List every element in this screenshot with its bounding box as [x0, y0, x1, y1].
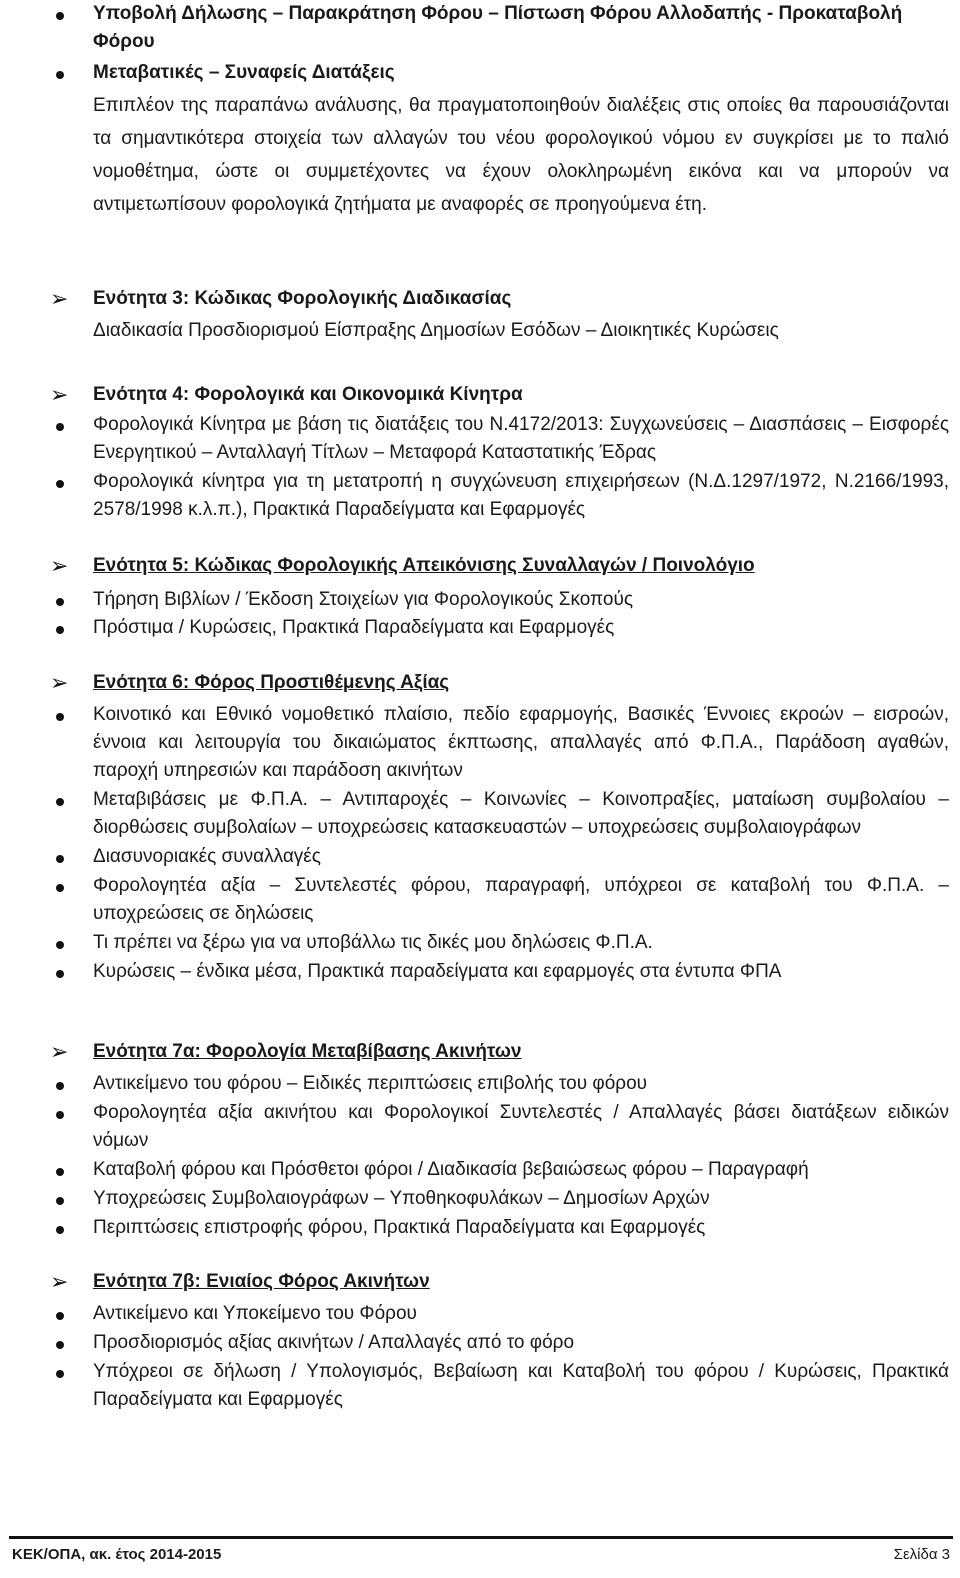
list-item-text: Κυρώσεις – ένδικα μέσα, Πρακτικά παραδείγματα και εφαρμογές στα έντυπα ΦΠΑ [93, 961, 782, 982]
list-item [0, 786, 960, 842]
list-item [0, 586, 960, 614]
bullet-icon [56, 1312, 64, 1320]
list-item [0, 872, 960, 928]
list-item [0, 843, 960, 871]
arrow-bullet-icon: ➢ [50, 287, 69, 312]
section-3 [0, 285, 960, 345]
bullet-icon [56, 1341, 64, 1349]
section-7a [0, 1038, 960, 1242]
footer-left: ΚΕΚ/ΟΠΑ, ακ. έτος 2014-2015 [12, 1546, 222, 1563]
bullet-icon [56, 1111, 64, 1119]
section-heading [0, 669, 960, 697]
arrow-bullet-icon: ➢ [50, 1040, 69, 1065]
page-number: Σελίδα 3 [893, 1546, 950, 1563]
list-item [0, 1329, 960, 1357]
list-item-text: Φορολογικά κίνητρα για τη μετατροπή η συγχώνευση επιχειρήσεων (Ν.Δ.1297/1972, Ν.2166/1993, 2578/1998 κ.λ.π.), Πρακτικά Παραδείγματα και Εφαρμογές [93, 471, 949, 520]
list-item [0, 0, 960, 56]
list-item-text: Υποχρεώσεις Συμβολαιογράφων – Υποθηκοφυλάκων – Δημοσίων Αρχών [93, 1188, 710, 1209]
arrow-bullet-icon: ➢ [50, 383, 69, 408]
bullet-icon [56, 1370, 64, 1378]
list-item-text: Υποβολή Δήλωσης – Παρακράτηση Φόρου – Πίστωση Φόρου Αλλοδαπής - Προκαταβολή Φόρου [93, 3, 903, 52]
section-6 [0, 669, 960, 986]
list-item [0, 411, 960, 467]
bullet-icon [56, 1226, 64, 1234]
bullet-icon [56, 71, 64, 79]
section-5 [0, 552, 960, 642]
list-item [0, 1214, 960, 1242]
bullet-icon [56, 884, 64, 892]
list-item-text: Μεταβιβάσεις με Φ.Π.Α. – Αντιπαροχές – Κοινωνίες – Κοινοπραξίες, ματαίωση συμβολαίου – διορθώσεις συμβολαίων – υποχρεώσεις κατασκευαστών – υποχρεώσεις συμβολαιογράφων [93, 789, 949, 838]
list-item-text: Υπόχρεοι σε δήλωση / Υπολογισμός, Βεβαίωση και Καταβολή του φόρου / Κυρώσεις, Πρακτικά Παραδείγματα και Εφαρμογές [93, 1361, 949, 1410]
bullet-icon [56, 1082, 64, 1090]
footer-divider [9, 1536, 953, 1539]
section-title: Ενότητα 5: Κώδικας Φορολογικής Απεικόνισης Συναλλαγών / Ποινολόγιο [93, 555, 755, 576]
list-item-text: Φορολογικά Κίνητρα με βάση τις διατάξεις του Ν.4172/2013: Συγχωνεύσεις – Διασπάσεις – Εισφορές Ενεργητικού – Ανταλλαγή Τίτλων – Μεταφορά Καταστατικής Έδρας [93, 414, 949, 463]
bullet-icon [56, 423, 64, 431]
list-item-text: Μεταβατικές – Συναφείς Διατάξεις [93, 62, 395, 83]
bullet-icon [56, 626, 64, 634]
list-item-text: Διασυνοριακές συναλλαγές [93, 846, 321, 867]
list-item [0, 614, 960, 642]
top-block [0, 0, 960, 221]
list-item [0, 1070, 960, 1098]
bullet-icon [56, 713, 64, 721]
list-item-text: Τι πρέπει να ξέρω για να υποβάλλω τις δικές μου δηλώσεις Φ.Π.Α. [93, 932, 653, 953]
list-item [0, 1358, 960, 1414]
bullet-icon [56, 480, 64, 488]
section-heading [0, 381, 960, 409]
list-item [0, 1300, 960, 1328]
section-title: Ενότητα 3: Κώδικας Φορολογικής Διαδικασίας [93, 288, 512, 309]
bullet-icon [56, 598, 64, 606]
section-subtitle: Διαδικασία Προσδιορισμού Είσπραξης Δημοσίων Εσόδων – Διοικητικές Κυρώσεις [93, 320, 779, 341]
arrow-bullet-icon: ➢ [50, 554, 69, 579]
list-item [0, 1099, 960, 1155]
bullet-icon [56, 1197, 64, 1205]
list-item-text: Καταβολή φόρου και Πρόσθετοι φόροι / Διαδικασία βεβαιώσεως φόρου – Παραγραφή [93, 1159, 809, 1180]
section-heading [0, 1268, 960, 1296]
list-item [0, 59, 960, 87]
list-item-text: Αντικείμενο και Υποκείμενο του Φόρου [93, 1303, 417, 1324]
list-item [0, 958, 960, 986]
bullet-icon [56, 1168, 64, 1176]
list-item-text: Προσδιορισμός αξίας ακινήτων / Απαλλαγές από το φόρο [93, 1332, 575, 1353]
list-item-text: Πρόστιμα / Κυρώσεις, Πρακτικά Παραδείγματα και Εφαρμογές [93, 617, 615, 638]
list-item [0, 468, 960, 524]
section-title: Ενότητα 7β: Ενιαίος Φόρος Ακινήτων [93, 1271, 430, 1292]
list-item-text: Περιπτώσεις επιστροφής φόρου, Πρακτικά Παραδείγματα και Εφαρμογές [93, 1217, 706, 1238]
section-title: Ενότητα 6: Φόρος Προστιθέμενης Αξίας [93, 672, 450, 693]
paragraph-text: Επιπλέον της παραπάνω ανάλυσης, θα πραγματοποιηθούν διαλέξεις στις οποίες θα παρουσιάζονται τα σημαντικότερα στοιχεία των αλλαγών του νέου φορολογικού νόμου εν συγκρίσει με το παλιό νομοθέτημα, ώστε οι συμμετέχοντες να έχουν ολοκληρωμένη εικόνα και να μπορούν να αντιμετωπίσουν φορολογικά ζητήματα με αναφορές σε προηγούμενα έτη. [93, 95, 949, 215]
intro-paragraph [0, 89, 960, 221]
bullet-icon [56, 12, 64, 20]
list-item [0, 701, 960, 785]
section-heading [0, 1038, 960, 1066]
section-7b [0, 1268, 960, 1414]
list-item-text: Κοινοτικό και Εθνικό νομοθετικό πλαίσιο, πεδίο εφαρμογής, Βασικές Έννοιες εκροών – εισροών, έννοια και λειτουργία του δικαιώματος έκπτωσης, απαλλαγές από Φ.Π.Α., Παράδοση αγαθών, παροχή υπηρεσιών και παράδοση ακινήτων [93, 704, 949, 781]
bullet-icon [56, 970, 64, 978]
list-item-text: Φορολογητέα αξία ακινήτου και Φορολογικοί Συντελεστές / Απαλλαγές βάσει διατάξεων ειδικών νόμων [93, 1102, 949, 1151]
list-item [0, 1156, 960, 1184]
section-title: Ενότητα 4: Φορολογικά και Οικονομικά Κίνητρα [93, 384, 523, 405]
section-title: Ενότητα 7α: Φορολογία Μεταβίβασης Ακινήτων [93, 1041, 522, 1062]
section-heading [0, 552, 960, 580]
list-item-text: Φορολογητέα αξία – Συντελεστές φόρου, παραγραφή, υπόχρεοι σε καταβολή του Φ.Π.Α. – υποχρεώσεις σε δηλώσεις [93, 875, 949, 924]
list-item [0, 1185, 960, 1213]
bullet-icon [56, 798, 64, 806]
arrow-bullet-icon: ➢ [50, 1270, 69, 1295]
section-4 [0, 381, 960, 524]
bullet-icon [56, 855, 64, 863]
bullet-icon [56, 941, 64, 949]
section-subtitle-row [0, 317, 960, 345]
section-heading [0, 285, 960, 313]
list-item-text: Αντικείμενο του φόρου – Ειδικές περιπτώσεις επιβολής του φόρου [93, 1073, 648, 1094]
list-item [0, 929, 960, 957]
list-item-text: Τήρηση Βιβλίων / Έκδοση Στοιχείων για Φορολογικούς Σκοπούς [93, 589, 634, 610]
arrow-bullet-icon: ➢ [50, 671, 69, 696]
